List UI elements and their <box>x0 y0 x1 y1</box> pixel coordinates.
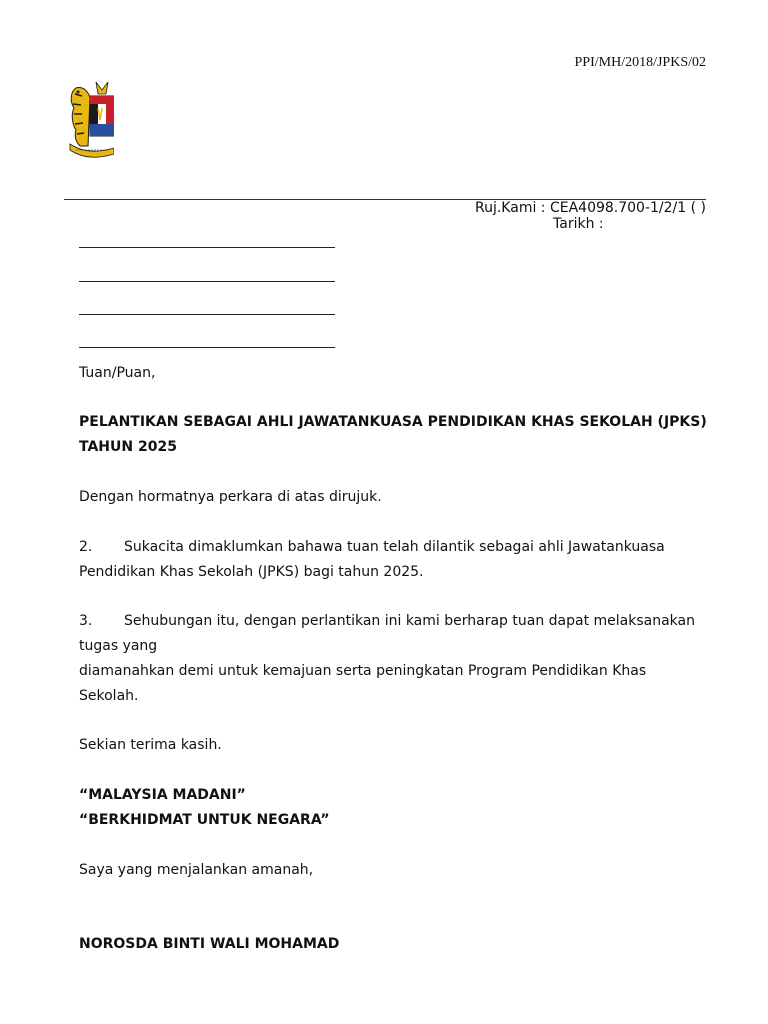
paragraph-3-text-1: Sehubungan itu, dengan perlantikan ini kami berharap tuan dapat melaksanakan <box>124 613 695 629</box>
opening-line: Dengan hormatnya perkara di atas dirujuk. <box>79 489 382 505</box>
closing-line: Sekian terima kasih. <box>79 737 222 753</box>
paragraph-2-text-1: Sukacita dimaklumkan bahawa tuan telah dilantik sebagai ahli Jawatankuasa <box>124 539 665 555</box>
address-line-3 <box>79 314 335 315</box>
subject-line-2: TAHUN 2025 <box>79 439 177 455</box>
paragraph-3-line-4: Sekolah. <box>79 688 139 704</box>
subject-line-1: PELANTIKAN SEBAGAI AHLI JAWATANKUASA PENDIDIKAN KHAS SEKOLAH (JPKS) <box>79 414 707 430</box>
address-line-1 <box>79 247 335 248</box>
paragraph-2-number: 2. <box>79 539 93 555</box>
paragraph-3-line-2: tugas yang <box>79 638 158 654</box>
signatory-name: NOROSDA BINTI WALI MOHAMAD <box>79 936 340 952</box>
address-line-2 <box>79 281 335 282</box>
reference-number: Ruj.Kami : CEA4098.700-1/2/1 ( ) <box>475 200 706 216</box>
motto-line-1: “MALAYSIA MADANI” <box>79 787 246 803</box>
paragraph-2-line-1 <box>79 539 665 555</box>
paragraph-3-line-3: diamanahkan demi untuk kemajuan serta peningkatan Program Pendidikan Khas <box>79 663 647 679</box>
paragraph-3-number: 3. <box>79 613 93 629</box>
date-label: Tarikh : <box>553 216 604 232</box>
address-line-4 <box>79 347 335 348</box>
sign-off: Saya yang menjalankan amanah, <box>79 862 314 878</box>
document-code: PPI/MH/2018/JPKS/02 <box>574 55 706 70</box>
coat-of-arms-icon <box>68 78 114 160</box>
paragraph-3-line-1 <box>79 613 695 629</box>
motto-line-2: “BERKHIDMAT UNTUK NEGARA” <box>79 812 330 828</box>
salutation: Tuan/Puan, <box>79 365 156 381</box>
paragraph-2-line-2: Pendidikan Khas Sekolah (JPKS) bagi tahun 2025. <box>79 564 424 580</box>
